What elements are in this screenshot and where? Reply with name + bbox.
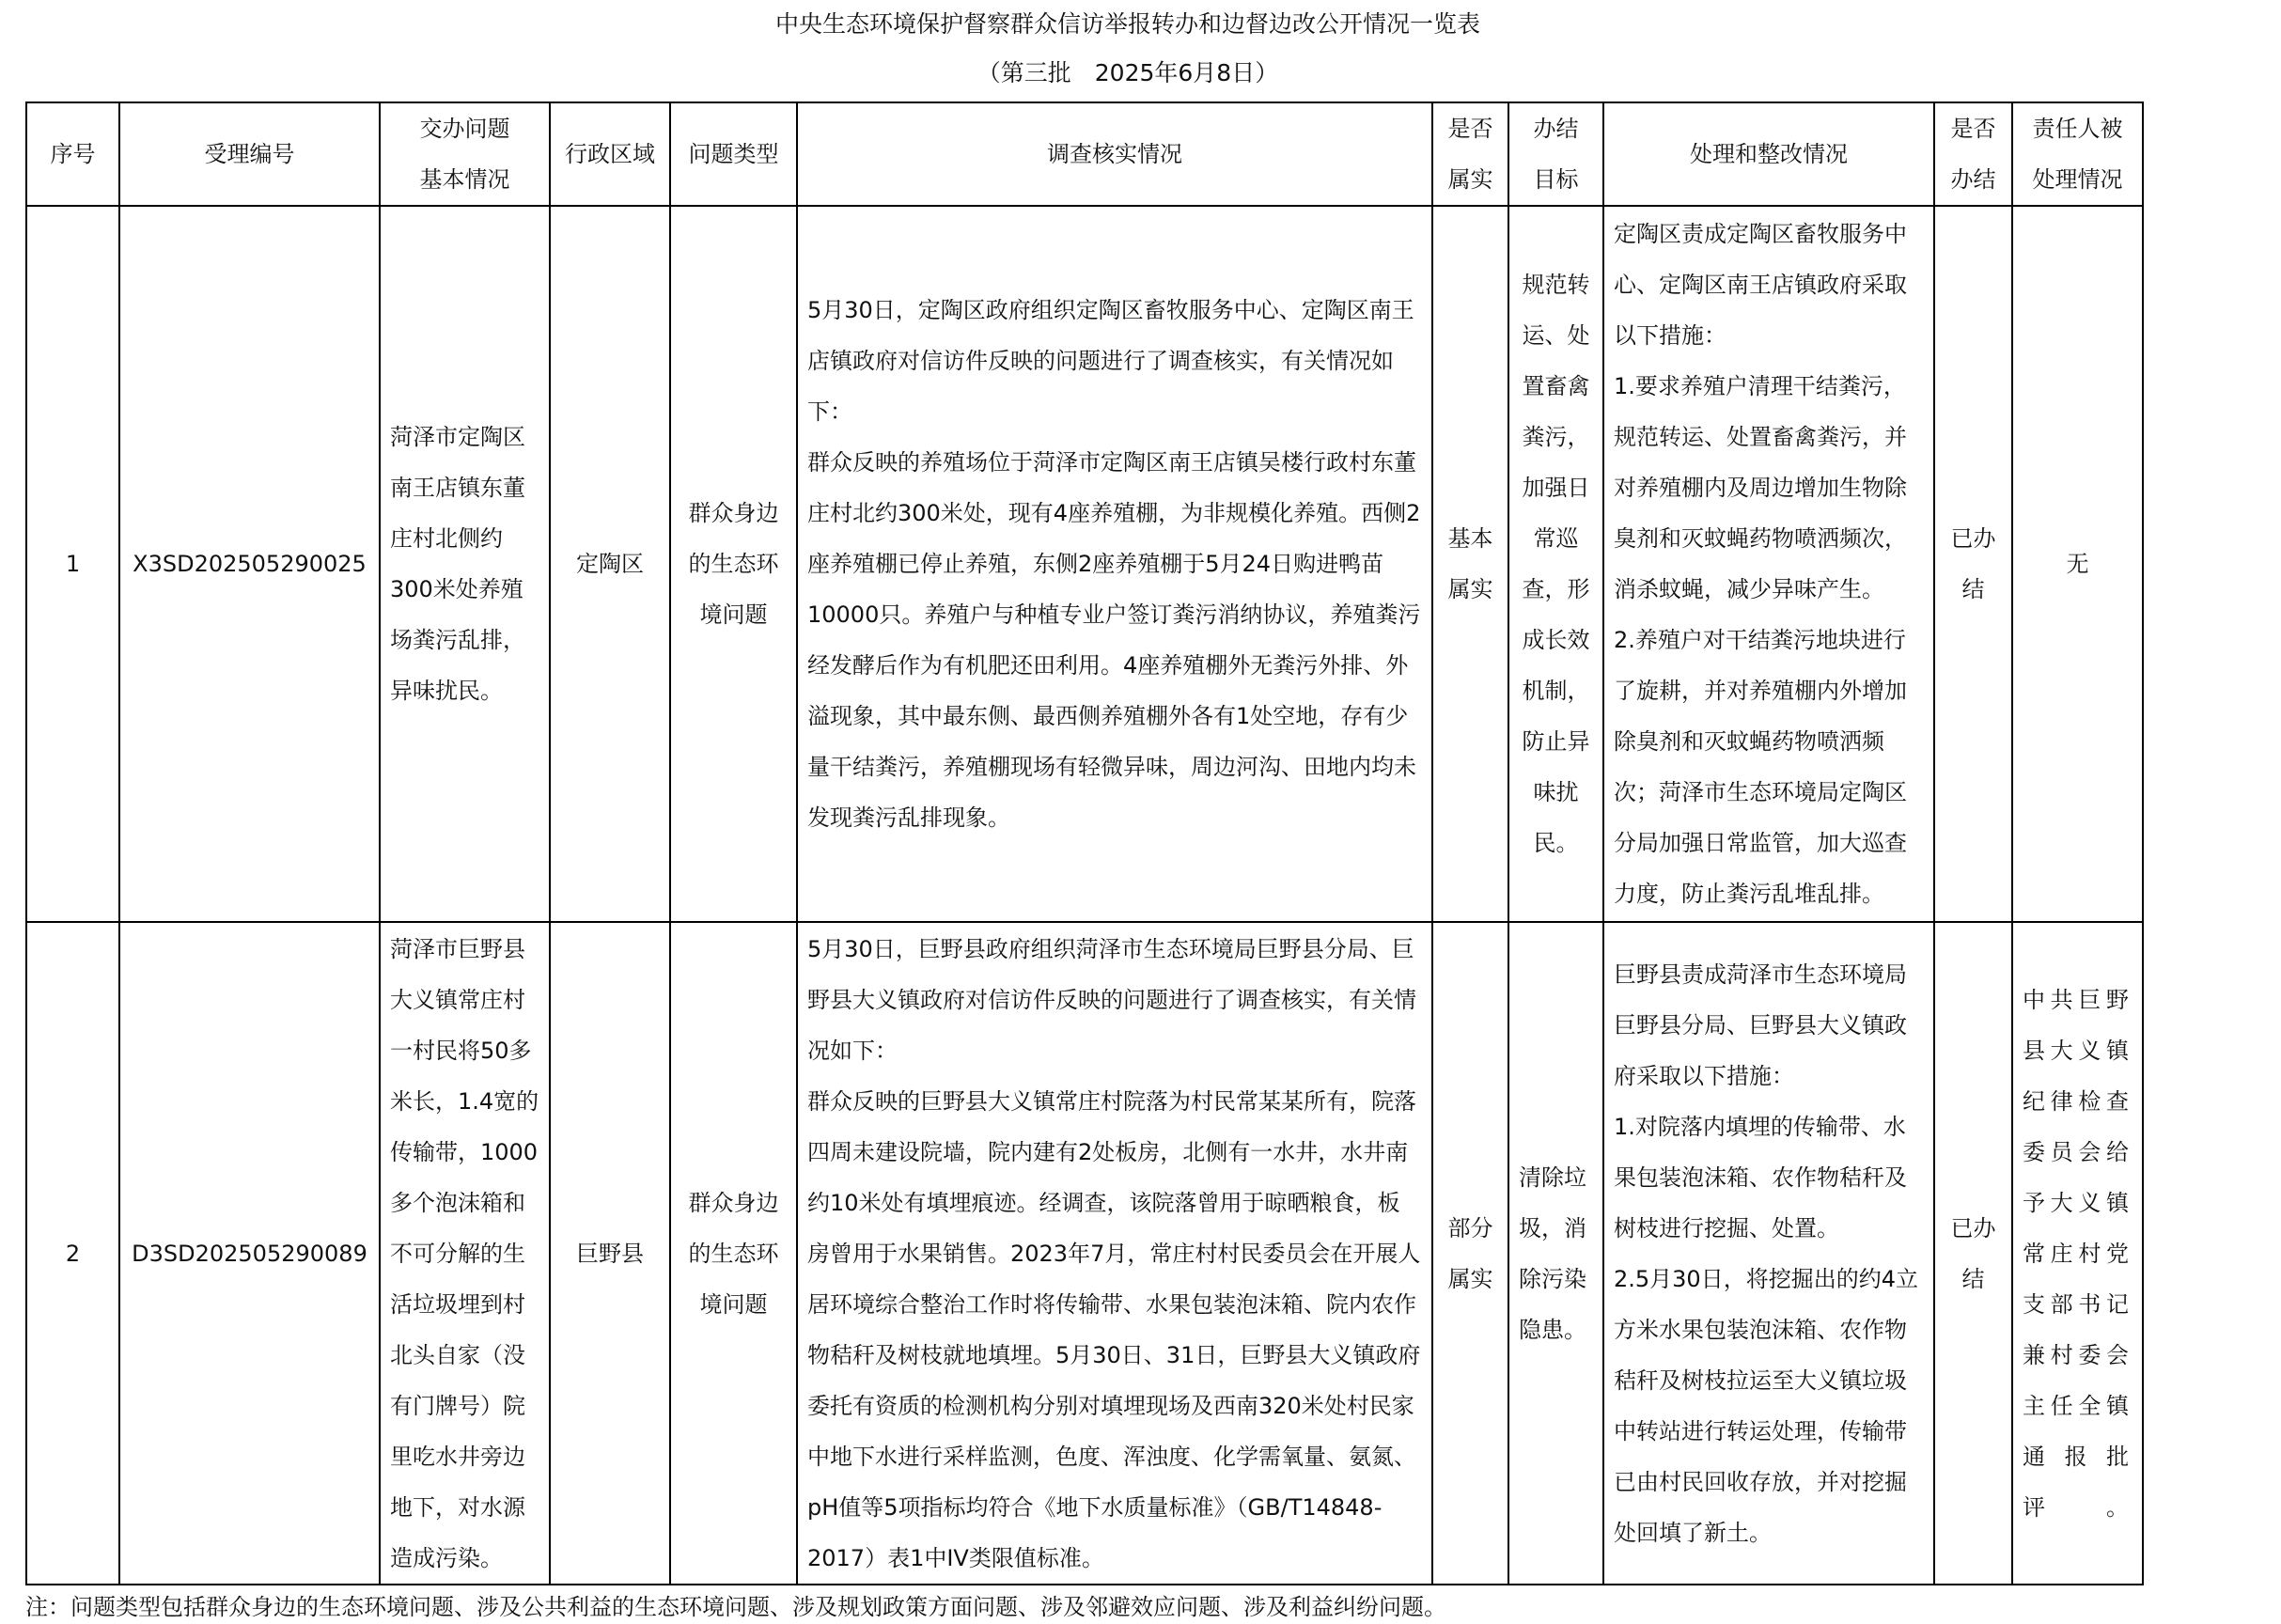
cell-verified: 部分属实 <box>1432 922 1508 1585</box>
cell-no: 2 <box>26 922 119 1585</box>
table-header-row <box>26 102 2143 206</box>
handling-paragraph: 1.对院落内填埋的传输带、水果包装泡沫箱、农作物秸秆及树枝进行挖掘、处置。 <box>1614 1113 1907 1241</box>
cell-investigation <box>797 922 1432 1585</box>
cell-accountability: 中共巨野县大义镇纪律检查委员会给予大义镇常庄村党支部书记兼村委会主任全镇通报批评。 <box>2012 922 2143 1585</box>
investigation-paragraph: 群众反映的巨野县大义镇常庄村院落为村民常某某所有，院落四周未建设院墙，院内建有2处板房，北侧有一水井，水井南约10米处有填埋痕迹。经调查，该院落曾用于晾晒粮食，板房曾用于水果销售。2023年7月，常庄村村民委员会在开展人居环境综合整治工作时将传输带、水果包装泡沫箱、院内农作物秸秆及树枝就地填埋。5月30日、31日，巨野县大义镇政府委托有资质的检测机构分别对填埋现场及西南320米处村民家中地下水进行采样监测，色度、浑浊度、化学需氧量、氨氮、pH值等5项指标均符合《地下水质量标准》（GB/T14848-2017）表1中IV类限值标准。 <box>807 1087 1421 1571</box>
cell-region: 巨野县 <box>550 922 670 1585</box>
col-header-no: 序号 <box>26 102 119 206</box>
col-header-case-id: 受理编号 <box>119 102 380 206</box>
cell-closed: 已办结 <box>1934 206 2012 922</box>
cell-case-id: X3SD202505290025 <box>119 206 380 922</box>
col-header-handling: 处理和整改情况 <box>1603 102 1934 206</box>
handling-paragraph: 2.养殖户对干结粪污地块进行了旋耕，并对养殖棚内外增加除臭剂和灭蚊蝇药物喷洒频次；菏泽市生态环境局定陶区分局加强日常监管，加大巡查力度，防止粪污乱堆乱排。 <box>1614 627 1907 907</box>
cell-type: 群众身边的生态环境问题 <box>670 206 797 922</box>
cell-type: 群众身边的生态环境问题 <box>670 922 797 1585</box>
cell-no: 1 <box>26 206 119 922</box>
document-title: 中央生态环境保护督察群众信访举报转办和边督边改公开情况一览表 <box>774 10 1480 38</box>
document-subtitle: （第三批 2025年6月8日） <box>976 59 1279 86</box>
col-header-accountability: 责任人被 处理情况 <box>2012 102 2143 206</box>
col-header-goal: 办结 目标 <box>1508 102 1603 206</box>
investigation-paragraph: 群众反映的养殖场位于菏泽市定陶区南王店镇吴楼行政村东董庄村北约300米处，现有4座养殖棚，为非规模化养殖。西侧2座养殖棚已停止养殖，东侧2座养殖棚于5月24日购进鸭苗10000只。养殖户与种植专业户签订粪污消纳协议，养殖粪污经发酵后作为有机肥还田利用。4座养殖棚外无粪污外排、外溢现象，其中最东侧、最西侧养殖棚外各有1处空地，存有少量干结粪污，养殖棚现场有轻微异味，周边河沟、田地内均未发现粪污乱排现象。 <box>807 449 1421 831</box>
col-header-type: 问题类型 <box>670 102 797 206</box>
col-header-closed: 是否 办结 <box>1934 102 2012 206</box>
handling-paragraph: 定陶区责成定陶区畜牧服务中心、定陶区南王店镇政府采取以下措施： <box>1614 221 1907 349</box>
col-header-investigation: 调查核实情况 <box>797 102 1432 206</box>
complaint-table <box>25 102 2144 1585</box>
col-header-issue: 交办问题 基本情况 <box>380 102 550 206</box>
handling-paragraph: 1.要求养殖户清理干结粪污，规范转运、处置畜禽粪污，并对养殖棚内及周边增加生物除臭剂和灭蚊蝇药物喷洒频次，消杀蚊蝇，减少异味产生。 <box>1614 373 1907 602</box>
cell-region: 定陶区 <box>550 206 670 922</box>
col-header-region: 行政区域 <box>550 102 670 206</box>
investigation-paragraph: 5月30日，巨野县政府组织菏泽市生态环境局巨野县分局、巨野县大义镇政府对信访件反映的问题进行了调查核实，有关情况如下： <box>807 935 1416 1064</box>
col-header-verified: 是否 属实 <box>1432 102 1508 206</box>
cell-accountability: 无 <box>2012 206 2143 922</box>
table-row <box>26 206 2143 922</box>
cell-goal: 规范转运、处置畜禽粪污，加强日常巡查，形成长效机制，防止异味扰民。 <box>1508 206 1603 922</box>
cell-closed: 已办结 <box>1934 922 2012 1585</box>
cell-handling <box>1603 922 1934 1585</box>
handling-paragraph: 2.5月30日，将挖掘出的约4立方米水果包装泡沫箱、农作物秸秆及树枝拉运至大义镇垃圾中转站进行转运处理，传输带已由村民回收存放，并对挖掘处回填了新土。 <box>1614 1265 1918 1546</box>
cell-goal: 清除垃圾，消除污染隐患。 <box>1508 922 1603 1585</box>
cell-issue: 菏泽市定陶区南王店镇东董庄村北侧约300米处养殖场粪污乱排，异味扰民。 <box>380 206 550 922</box>
cell-case-id: D3SD202505290089 <box>119 922 380 1585</box>
cell-handling <box>1603 206 1934 922</box>
handling-paragraph: 巨野县责成菏泽市生态环境局巨野县分局、巨野县大义镇政府采取以下措施： <box>1614 960 1907 1089</box>
cell-investigation <box>797 206 1432 922</box>
footnote: 注：问题类型包括群众身边的生态环境问题、涉及公共利益的生态环境问题、涉及规划政策方面问题、涉及邻避效应问题、涉及利益纠纷问题。 <box>25 1594 1446 1620</box>
cell-verified: 基本属实 <box>1432 206 1508 922</box>
cell-issue: 菏泽市巨野县大义镇常庄村一村民将50多米长，1.4宽的传输带，1000多个泡沫箱和不可分解的生活垃圾埋到村北头自家（没有门牌号）院里吃水井旁边地下，对水源造成污染。 <box>380 922 550 1585</box>
table-row <box>26 922 2143 1585</box>
investigation-paragraph: 5月30日，定陶区政府组织定陶区畜牧服务中心、定陶区南王店镇政府对信访件反映的问题进行了调查核实，有关情况如下： <box>807 297 1414 425</box>
